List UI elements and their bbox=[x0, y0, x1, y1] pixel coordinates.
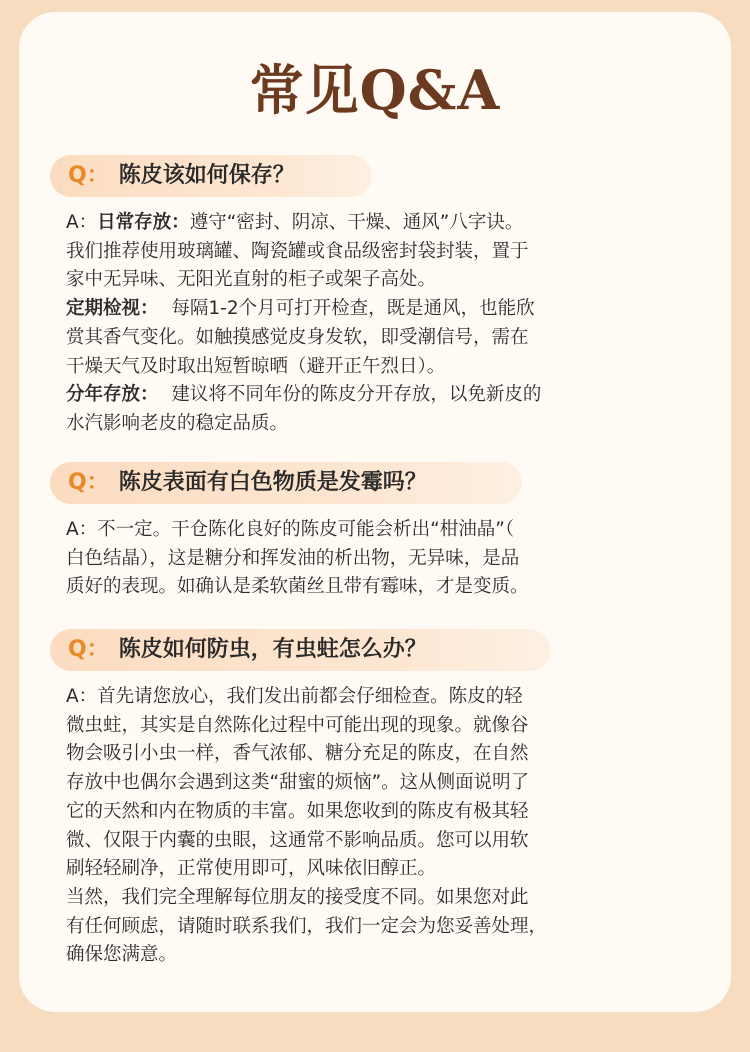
paragraph-label-suffix: ： bbox=[171, 212, 190, 233]
answer-line bbox=[66, 516, 686, 545]
answer-2 bbox=[66, 516, 686, 602]
paragraph-label: 日常存放 bbox=[97, 212, 172, 233]
a-label: A： bbox=[66, 519, 98, 540]
answer-3 bbox=[66, 683, 686, 970]
answer-text: 每隔1-2个月可打开检查，既是通风，也能欣 bbox=[171, 298, 535, 320]
answer-line: 刷轻轻刷净，正常使用即可，风味依旧醇正。 bbox=[66, 858, 437, 880]
answer-text: 遵守“密封、阴凉、干燥、通风”八字诀。 bbox=[189, 212, 524, 233]
answer-text: 不一定。干仓陈化良好的陈皮可能会析出“柑油晶”（ bbox=[97, 519, 515, 540]
a-label: A： bbox=[66, 212, 98, 233]
q-label: Q： bbox=[68, 637, 109, 662]
question-3 bbox=[50, 629, 550, 671]
answer-line: 家中无异味、无阳光直射的柜子或架子高处。 bbox=[66, 269, 437, 291]
question-1 bbox=[50, 155, 372, 197]
answer-line bbox=[66, 295, 686, 324]
answer-line: 水汽影响老皮的稳定品质。 bbox=[66, 412, 289, 434]
answer-line: 质好的表现。如确认是柔软菌丝且带有霉味，才是变质。 bbox=[66, 576, 529, 598]
question-text: 陈皮该如何保存？ bbox=[118, 163, 295, 188]
answer-text: 建议将不同年份的陈皮分开存放，以免新皮的 bbox=[171, 384, 542, 406]
answer-line: 确保您满意。 bbox=[66, 944, 178, 966]
answer-line: 当然，我们完全理解每位朋友的接受度不同。如果您对此 bbox=[66, 886, 529, 908]
answer-line: 它的天然和内在物质的丰富。如果您收到的陈皮有极其轻 bbox=[66, 800, 529, 822]
q-label: Q： bbox=[68, 163, 109, 188]
answer-line: 赏其香气变化。如触摸感觉皮身发软，即受潮信号，需在 bbox=[66, 326, 529, 348]
paragraph-label: 分年存放 bbox=[66, 384, 141, 406]
paragraph-label-suffix: ： bbox=[140, 298, 172, 320]
answer-line: 我们推荐使用玻璃罐、陶瓷罐或食品级密封袋封装，置于 bbox=[66, 240, 529, 262]
answer-line: 有任何顾虑，请随时联系我们，我们一定会为您妥善处理， bbox=[66, 915, 548, 937]
answer-line bbox=[66, 683, 686, 712]
a-label: A： bbox=[66, 686, 98, 707]
answer-line: 微虫蛀，其实是自然陈化过程中可能出现的现象。就像谷 bbox=[66, 714, 529, 736]
paragraph-label: 定期检视 bbox=[66, 298, 141, 320]
question-text: 陈皮如何防虫，有虫蛀怎么办？ bbox=[118, 637, 427, 662]
answer-1 bbox=[66, 209, 686, 439]
answer-line: 干燥天气及时取出短暂晾晒（避开正午烈日）。 bbox=[66, 355, 446, 377]
answer-line: 微、仅限于内囊的虫眼，这通常不影响品质。您可以用软 bbox=[66, 829, 529, 851]
answer-line: 白色结晶），这是糖分和挥发油的析出物，无异味，是品 bbox=[66, 547, 520, 569]
question-2 bbox=[50, 462, 522, 504]
answer-text: 首先请您放心，我们发出前都会仔细检查。陈皮的轻 bbox=[97, 686, 523, 707]
answer-line bbox=[66, 209, 686, 238]
question-text: 陈皮表面有白色物质是发霉吗？ bbox=[118, 470, 427, 495]
page-title: 常见Q&A bbox=[249, 58, 501, 122]
answer-line: 存放中也偶尔会遇到这类“甜蜜的烦恼”。这从侧面说明了 bbox=[66, 772, 530, 794]
paragraph-label-suffix: ： bbox=[140, 384, 172, 406]
answer-line: 物会吸引小虫一样，香气浓郁、糖分充足的陈皮，在自然 bbox=[66, 743, 529, 765]
answer-line bbox=[66, 381, 686, 410]
q-label: Q： bbox=[68, 470, 109, 495]
